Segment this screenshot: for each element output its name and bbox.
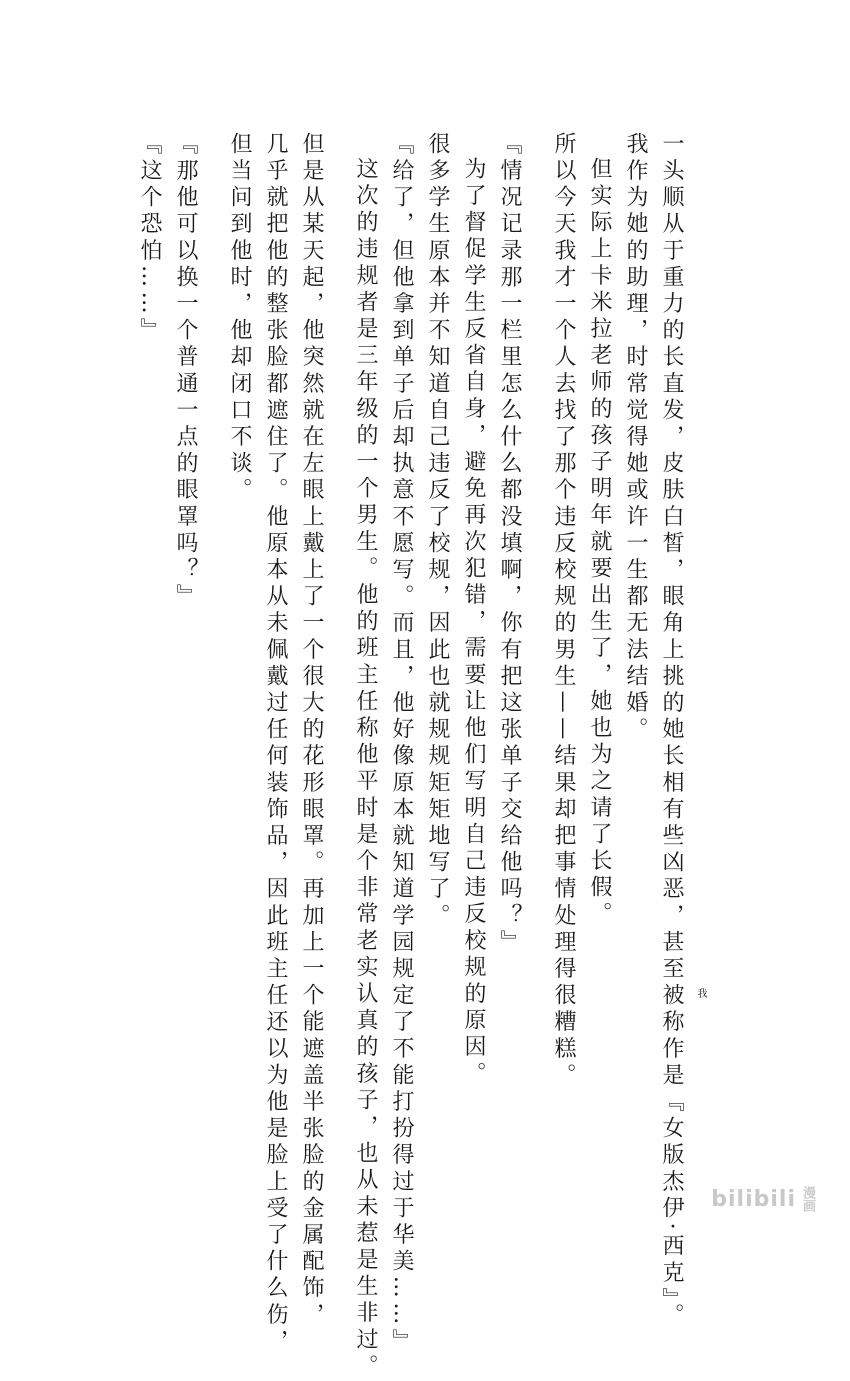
text-column-3: 但实际上卡米拉老师的孩子明年就要出生了，她也为之请了长假。 xyxy=(587,157,612,929)
text-column-14: 『这个恐怕……』 xyxy=(137,132,162,345)
text-column-9: 这次的违规者是三年级的一个男生。他的班主任称他平时是个非常老实认真的孩子，也从未惹是生非过。 xyxy=(353,157,378,1381)
watermark-sub: 漫画 xyxy=(800,1186,815,1212)
text-column-12: 但当问到他时，他却闭口不谈。 xyxy=(227,132,252,505)
text-column-7: 很多学生原本并不知道自己违反了校规，因此也就规规矩矩地写了。 xyxy=(425,132,450,930)
text-column-13: 『那他可以换一个普通一点的眼罩吗？』 xyxy=(173,132,198,611)
text-column-8: 『给了，但他拿到单子后却执意不愿写。而且，他好像原本就知道学园规定了不能打扮得过于华美……』 xyxy=(389,132,414,1356)
text-column-2: 我作为她的助理，时常觉得她或许一生都无法结婚。 xyxy=(623,132,648,744)
text-column-10: 但是从某天起，他突然就在左眼上戴上了一个很大的花形眼罩。再加上一个能遮盖半张脸的金属配饰， xyxy=(299,132,324,1329)
text-column-1: 一头顺从于重力的长直发，皮肤白皙，眼角上挑的她长相有些凶恶，甚至被称作是『女版杰伊·西克』。 xyxy=(659,132,684,1330)
bilibili-manga-watermark xyxy=(711,1186,828,1212)
ruby-annotation: 我 xyxy=(695,988,706,998)
text-column-11: 几乎就把他的整张脸都遮住了。他原本从未佩戴过任何装饰品，因此班主任还以为他是脸上受了什么伤， xyxy=(263,132,288,1356)
text-column-6: 为了督促学生反省自身，避免再次犯错，需要让他们写明自己违反校规的原因。 xyxy=(461,157,486,1088)
text-column-5: 『情况记录那一栏里怎么什么都没填啊，你有把这张单子交给他吗？』 xyxy=(497,132,522,957)
text-column-4: 所以今天我才一个人去找了那个违反校规的男生——结果却把事情处理得很糟糕。 xyxy=(551,132,576,1090)
watermark-main: bilibili xyxy=(711,1186,796,1212)
